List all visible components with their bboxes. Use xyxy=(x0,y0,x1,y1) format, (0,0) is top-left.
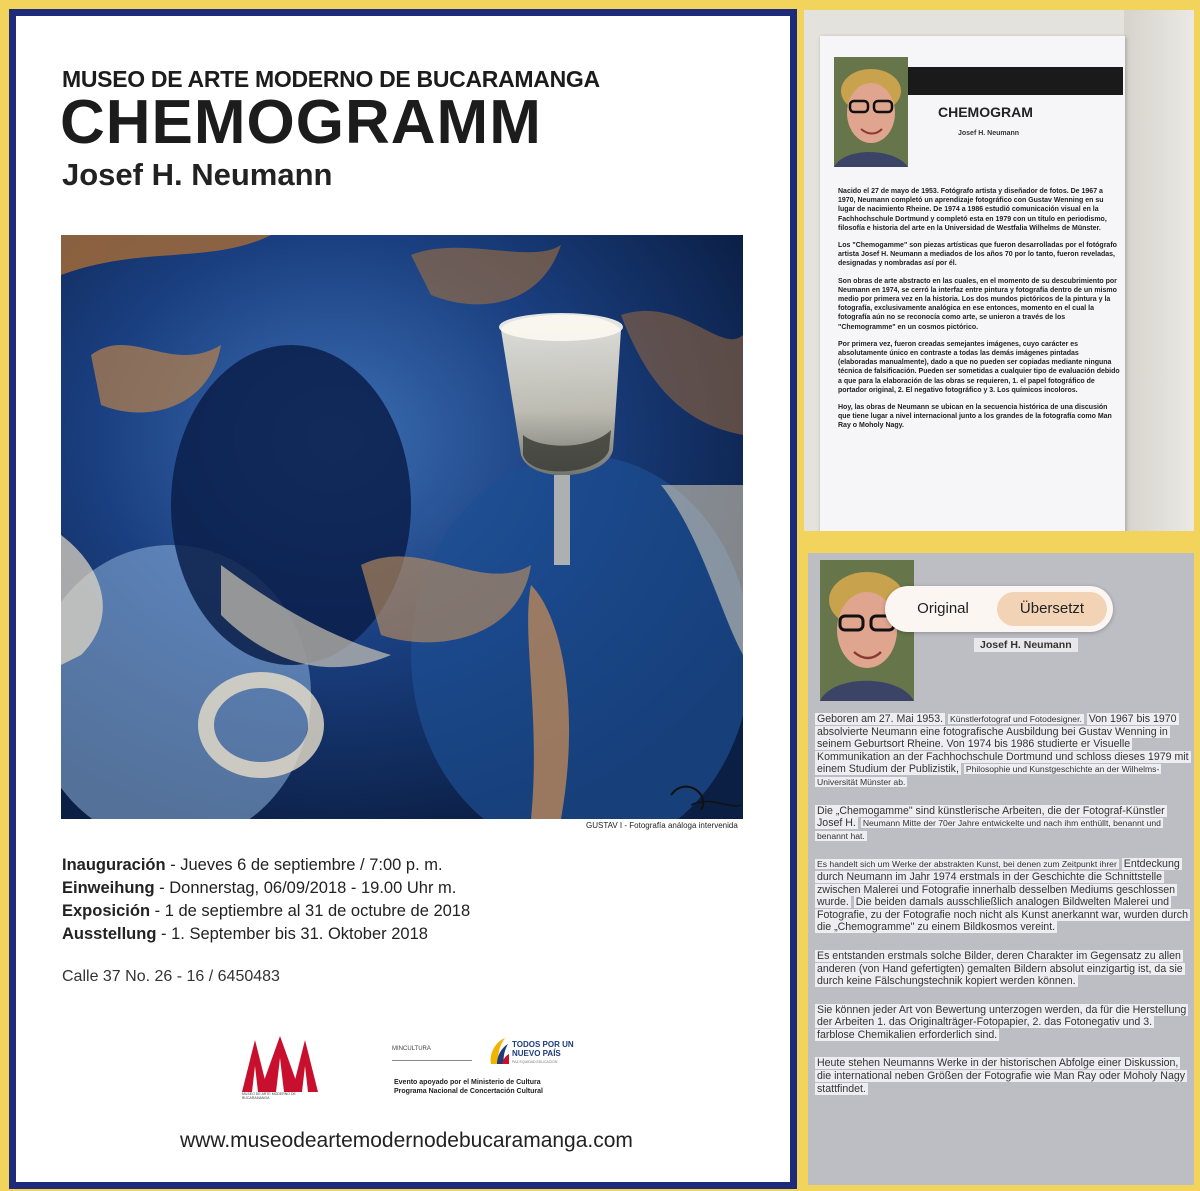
artwork-caption: GUSTAV I - Fotografía análoga intervenida xyxy=(586,821,738,830)
sheet-paragraph: Por primera vez, fueron creadas semejantes imágenes, cuyo carácter es absolutamente único en contraste a todas las demás imágenes pintadas (elaboradas manualmente), dado a que no pueden ser copiadas mediante ninguna técnica de falsificación. Pueden ser sometidas a cualquier tipo de evaluación debido a que para la elaboración de las obras se requieren, 1. el papel fotográfico de portador original, 2. El negativo fotográfico y 3. Los químicos incoloros. xyxy=(838,340,1120,394)
event-row xyxy=(62,900,470,923)
translated-line: Es entstanden erstmals solche Bilder, deren Charakter im Gegensatz zu allen anderen (von Hand gefertigten) gemalten Bildern absolut einzigartig ist, da sie durch keine Fälschungstechnik kopiert werden können. xyxy=(817,949,1183,988)
support-line1: Evento apoyado por el Ministerio de Cultura xyxy=(394,1079,541,1086)
translated-line: Es handelt sich um Werke der abstrakten Kunst, bei denen zum Zeitpunkt ihrer xyxy=(817,859,1117,870)
sheet-paragraph: Los "Chemogamme" son piezas artísticas que fueron desarrolladas por el fotógrafo artista Josef H. Neumann a mediados de los años 70 por lo tanto, fueron reveladas, designadas y nombradas así por él. xyxy=(838,242,1117,268)
event-dates xyxy=(62,854,470,946)
museum-logo xyxy=(242,1036,318,1097)
museum-logo-text: MUSEO DE ARTE MODERNO DE BUCARAMANGA xyxy=(242,1092,296,1100)
translated-paragraph xyxy=(815,713,1189,789)
sheet-paragraph: Son obras de arte abstracto en las cuales, en el momento de su descubrimiento por Neumann en 1974, se cerró la interfaz entre pintura y fotografía dentro de un mismo medio por primera vez en la historia. Los dos mundos pictóricos de la pintura y la fotografía, exclusivamente analógica en ese entonces, momento en el cual la fotografía aún no se reconocía como arte, se unieron a través de los "Chemogramme" en un cosmos pictórico. xyxy=(838,277,1117,331)
event-label: Exposición xyxy=(62,902,151,920)
translated-paragraph xyxy=(815,950,1189,988)
todos-logo-subtitle: PAZ EQUIDAD EDUCACIÓN xyxy=(512,1060,558,1064)
sheet-paragraph: Nacido el 27 de mayo de 1953. Fotógrafo artista y diseñador de fotos. De 1967 a 1970, Neumann completó un aprendizaje fotográfico con Gustav Wenning en su lugar de nacimiento Rheine. De 1974 a 1986 estudió comunicación visual en la Fachhochschule Dortmund y completó esta en 1979 con un título en periodismo, filosofía e historia del arte en la Universidad de Westfalia Wilhelms de Münster. xyxy=(838,188,1107,232)
todos-por-un-nuevo-pais-logo xyxy=(487,1036,587,1071)
translated-line: Neumann Mitte der 70er Jahre entwickelte und nach ihm enthüllt, benannt und benannt hat. xyxy=(817,818,1161,841)
mincultura-logo: MINCULTURA xyxy=(392,1046,472,1061)
translation-toggle[interactable] xyxy=(885,586,1113,632)
translated-artist: Josef H. Neumann xyxy=(974,638,1078,652)
sponsor-logos xyxy=(242,1036,582,1106)
translated-view xyxy=(808,553,1194,1185)
translated-line: Die „Chemogamme" sind künstlerische Arbeiten, die der Fotograf-Künstler Josef H. xyxy=(817,804,1165,830)
translated-paragraph xyxy=(815,858,1189,934)
sheet-artist: Josef H. Neumann xyxy=(958,130,1020,137)
sheet-title: CHEMOGRAM xyxy=(938,104,1033,120)
translated-toggle-button[interactable]: Übersetzt xyxy=(997,592,1107,626)
support-line2: Programa Nacional de Concertación Cultural xyxy=(394,1088,543,1095)
museum-url: www.museodeartemodernodebucaramanga.com xyxy=(180,1129,633,1152)
translated-line: Geboren am 27. Mai 1953. xyxy=(817,713,944,725)
info-sheet xyxy=(820,36,1125,531)
poster-title: CHEMOGRAMM xyxy=(60,88,542,157)
event-label: Ausstellung xyxy=(62,925,157,943)
translated-line: Heute stehen Neumanns Werke in der historischen Abfolge einer Diskussion, die international neben Größen der Fotografie wie Man Ray oder Moholy Nagy stattfindet. xyxy=(817,1057,1186,1095)
translated-line: Sie können jeder Art von Bewertung unterzogen werden, da für die Herstellung der Arbeiten 1. das Originalträger-Fotopapier, 2. das Fotonegativ und 3. farblose Chemikalien erforderlich sind. xyxy=(817,1003,1187,1041)
wall-background xyxy=(1124,10,1194,531)
translated-paragraph xyxy=(815,805,1189,843)
translated-paragraph xyxy=(815,1004,1189,1042)
event-row xyxy=(62,923,470,946)
museum-address: Calle 37 No. 26 - 16 / 6450483 xyxy=(62,968,280,985)
sheet-paragraph: Hoy, las obras de Neumann se ubican en la secuencia histórica de una discusión que tiene lugar a nivel internacional junto a los grandes de la fotografía como Man Ray o Moholy Nagy. xyxy=(838,404,1112,430)
event-text: - Jueves 6 de septiembre / 7:00 p. m. xyxy=(165,856,443,874)
translated-paragraph xyxy=(815,1057,1189,1095)
translated-line: Künstlerfotograf und Fotodesigner. xyxy=(949,714,1082,724)
printed-sheet-photo xyxy=(804,10,1194,531)
museum-name: MUSEO DE ARTE MODERNO DE BUCARAMANGA xyxy=(62,66,600,92)
event-label: Einweihung xyxy=(62,879,155,897)
translated-text xyxy=(815,713,1189,1111)
sheet-body xyxy=(838,187,1120,439)
translated-line: Die beiden damals ausschließlich analogen Bildwelten Malerei und Fotografie, zu der Fotografie noch nicht als Kunst anerkannt war, wurden durch die „Chemogramme" zu einem Bildkosmos vereint. xyxy=(817,896,1188,934)
poster-artist: Josef H. Neumann xyxy=(62,157,333,192)
artist-portrait xyxy=(834,57,908,167)
event-row xyxy=(62,877,470,900)
translated-line: Entdeckung durch Neumann im Jahr 1974 erstmals in der Geschichte die Schnittstelle zwischen Malerei und Fotografie innerhalb desselben Mediums geschlossen wurde. xyxy=(817,858,1180,909)
event-text: - 1 de septiembre al 31 de octubre de 2018 xyxy=(150,902,471,920)
event-text: - Donnerstag, 06/09/2018 - 19.00 Uhr m. xyxy=(154,879,457,897)
event-text: - 1. September bis 31. Oktober 2018 xyxy=(156,925,428,943)
exhibition-poster xyxy=(9,9,797,1189)
translated-line: Von 1967 bis 1970 absolvierte Neumann eine fotografische Ausbildung bei Gustav Wenning in seinem Geburtsort Rheine. Von 1974 bis 1986 studierte er Visuelle Kommunikation an der Fachhochschule Dortmund und schloss dieses 1979 mit einem Studium der Publizistik, xyxy=(817,713,1189,776)
todos-logo-title xyxy=(512,1040,574,1058)
event-row xyxy=(62,854,470,877)
support-text xyxy=(394,1078,543,1096)
translated-line: Philosophie und Kunstgeschichte an der Wilhelms-Universität Münster ab. xyxy=(817,764,1160,787)
sheet-header-bar xyxy=(880,67,1123,95)
todos-line1: TODOS POR UN xyxy=(512,1040,574,1049)
event-label: Inauguración xyxy=(62,856,166,874)
todos-line2: NUEVO PAÍS xyxy=(512,1049,561,1058)
original-toggle-button[interactable]: Original xyxy=(917,600,969,617)
chemogram-artwork xyxy=(61,235,743,819)
